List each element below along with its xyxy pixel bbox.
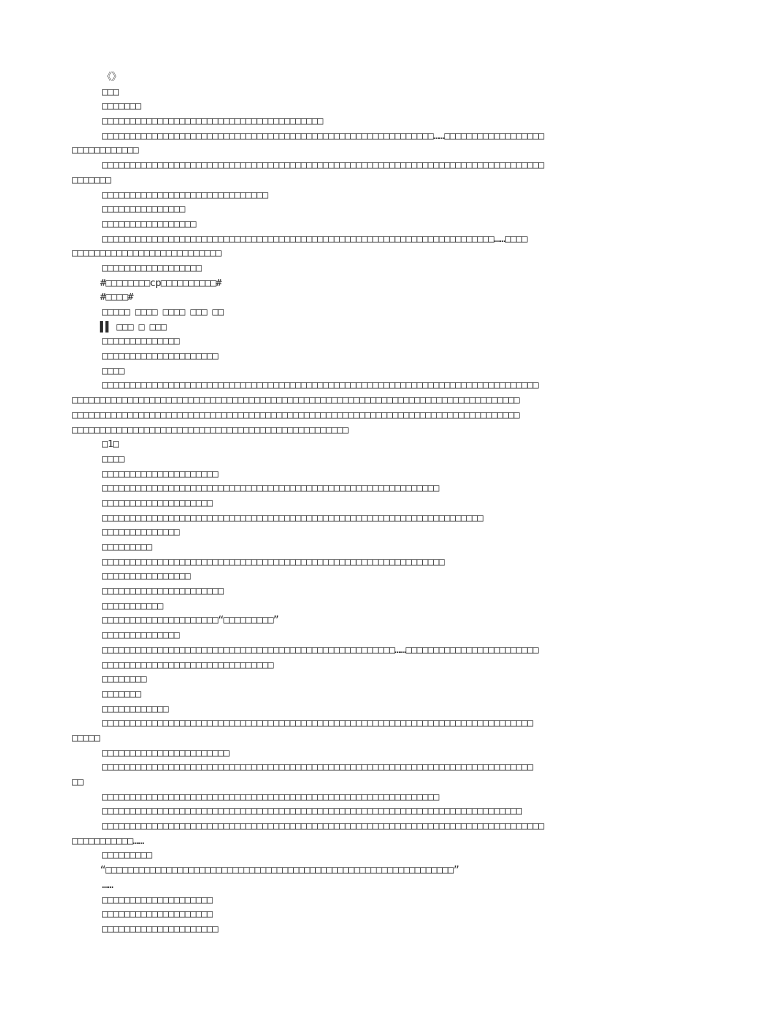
text-line: □□□□□□□□□□□□□□□□ xyxy=(102,571,191,583)
text-line: □□□□□□□□□□□□□□□□□□□□ xyxy=(102,497,213,509)
text-line: □□□□ xyxy=(102,453,125,465)
text-line: □□□□□□□□□□□□□□□□□□□□□□□□□□□□□□□□□□□□□□□□□□□□□□□□□□□□□□□□□□□□□□□□□□□□□□□□□□□□□□□□ xyxy=(102,160,544,172)
text-line: □□□□ xyxy=(102,365,125,377)
text-line: □□□□□□□□□□□□□□□□□□□□□□□□□□□□□□□ xyxy=(102,659,274,671)
text-line: □□□□□□□□□□□□□□□□□□□□□□□□□□□□□□□□□□□□□□□□□□□□□□□□□□□□□□□□□□□□□□ xyxy=(102,556,445,568)
text-line-continuation: □□□□□□□□□□□□□□□□□□□□□□□□□□□□□□□□□□□□□□□□□□□□□□□□□□□□□□□□□□□□□□□□□□□□□□□□□□□□□□□□□ xyxy=(72,395,520,407)
text-line: □□□□□□□□□□□□□□ xyxy=(102,630,180,642)
document-body xyxy=(0,71,768,938)
text-line: □□□□□□□ xyxy=(102,101,141,113)
hashtag-line: #□□□□□□□□cp□□□□□□□□□□# xyxy=(100,277,222,289)
text-line-continuation: □□□□□□□ xyxy=(72,174,111,186)
text-line-continuation: □□□□□□□□□□□□□□□□□□□□□□□□□□□ xyxy=(72,248,222,260)
text-line: □□□□□□□□□□□□□□□□□□□□ xyxy=(102,894,213,906)
text-line: □□□□□□□□□□□□□□□□□□□□□ xyxy=(102,923,218,935)
text-line: □□□□□□□□□□□ xyxy=(102,600,163,612)
text-line: □□□ xyxy=(102,86,119,98)
text-line: □□□□□□□□□□□□□□□□□□□□□□□□□□□□□□ xyxy=(102,189,268,201)
text-line: □□□□□□□□□□□□□□□□□□□□□□□□□□□□□□□□□□□□□□□□□□□□□□□□□□□□□□□□□□□□□□□□□□□□□□□□□□□□ xyxy=(102,806,522,818)
text-line: □□□□□□□□□□□□□□□□□□□□□ xyxy=(102,468,218,480)
text-line: □□□□□□□□□□□□□□□□□□□□□□ xyxy=(102,586,224,598)
text-line-continuation: □□□□□□□□□□□□□□□□□□□□□□□□□□□□□□□□□□□□□□□□□□□□□□□□□□□□□□□□□□□□□□□□□□□□□□□□□□□□□□□□□ xyxy=(72,409,520,421)
text-line: □□□□□□□□□□□□□□□□□□□□□□□□□□□□□□□□□□□□□□□□□□□□□□□□□□□□□□□□□□□□□□□□□□□□□□□□□□□□□□ xyxy=(102,718,533,730)
text-line: □□□□□□□□□□□□□□ xyxy=(102,527,180,539)
text-line: □□□□□□□ xyxy=(102,688,141,700)
pause-marker-line: ▌▌ □□□ □ □□□ xyxy=(100,321,167,333)
quoted-text-line: □□□□□□□□□□□□□□□□□□□□□“□□□□□□□□□” xyxy=(102,615,279,627)
text-line: □□□□□□□□□□□□ xyxy=(102,703,169,715)
quoted-text-line: “□□□□□□□□□□□□□□□□□□□□□□□□□□□□□□□□□□□□□□□□□□□□□□□□□□□□□□□□□□□□□□□” xyxy=(100,865,459,877)
text-line: □□□□□□□□□□□□□□□□□□□□□□□□□□□□□□□□□□□□□□□□□□□□□□□□□□□□□□□□□□□□□ xyxy=(102,791,439,803)
text-line-continuation: □□□□□□□□□□□…… xyxy=(72,835,144,847)
text-line: □□□□□□□□□ xyxy=(102,850,152,862)
text-line-continuation: □□□□□□□□□□□□ xyxy=(72,145,139,157)
text-line: □□□□□□□□□□□□□□□□□□□□□□□□□□□□□□□□□□□□□□□□□□□□□□□□□□□□□□□□□□□□□ xyxy=(102,483,439,495)
text-line: □□□□□□□□□□□□□□□□□□□□ xyxy=(102,909,213,921)
text-line: □□□□□□□□□□□□□□□ xyxy=(102,204,185,216)
text-line: □□□□□□□□□□□□□□□□□□ xyxy=(102,262,202,274)
hashtag-line: #□□□□# xyxy=(100,292,134,304)
text-line: □□□□□□□□□□□□□□□□□□□□□□□□□□□□□□□□□□□□□□□□□□□□□□□□□□□□□……□□□□□□□□□□□□□□□□□□□□□□□□ xyxy=(102,644,539,656)
text-line: □□□□□□□□□□□□□□□□□□□□□□□□□□□□□□□□□□□□□□□□□□□□□□□□□□□□□□□□□□□□□□□□□□□□□□□□□□□□□□□ xyxy=(102,380,539,392)
text-line-continuation: □□□□□ xyxy=(72,732,100,744)
text-line: □□□□□□□□□□□□□□□□□□□□□□□□□□□□□□□□□□□□□□□□ xyxy=(102,116,323,128)
text-line: □□□□□□□□□□□□□□□□□ xyxy=(102,218,196,230)
text-line: □□□□□□□□□□□□□□□□□□□□□ xyxy=(102,351,218,363)
book-title-marks: 《》 xyxy=(102,72,121,83)
text-line: □□□□□□□□□□□□□□□□□□□□□□□□□□□□□□□□□□□□□□□□□□□□□□□□□□□□□□□□□□□□……□□□□□□□□□□□□□□□□□□ xyxy=(102,130,544,142)
chapter-number-line: □1□ xyxy=(102,439,119,451)
text-line: □□□□□□□□□□□□□□□□□□□□□□□□□□□□□□□□□□□□□□□□□□□□□□□□□□□□□□□□□□□□□□□□□□□□□□□□□□□□□□□□ xyxy=(102,821,544,833)
text-line-continuation: □□□□□□□□□□□□□□□□□□□□□□□□□□□□□□□□□□□□□□□□□□□□□□□□□□ xyxy=(72,424,349,436)
text-line: □□□□□□□□□□□□□□□□□□□□□□□ xyxy=(102,747,229,759)
text-line: □□□□□ □□□□ □□□□ □□□ □□ xyxy=(102,307,224,318)
text-line: □□□□□□□□ xyxy=(102,674,147,686)
text-line-continuation: □□ xyxy=(72,777,84,788)
text-line: □□□□□□□□□□□□□□□□□□□□□□□□□□□□□□□□□□□□□□□□□□□□□□□□□□□□□□□□□□□□□□□□□□□□□ xyxy=(102,512,483,524)
ellipsis-line: …… xyxy=(102,879,114,891)
text-line: □□□□□□□□□ xyxy=(102,542,152,553)
text-line: □□□□□□□□□□□□□□ xyxy=(102,336,180,348)
text-line: □□□□□□□□□□□□□□□□□□□□□□□□□□□□□□□□□□□□□□□□□□□□□□□□□□□□□□□□□□□□□□□□□□□□□□□……□□□□ xyxy=(102,233,528,245)
text-line: □□□□□□□□□□□□□□□□□□□□□□□□□□□□□□□□□□□□□□□□□□□□□□□□□□□□□□□□□□□□□□□□□□□□□□□□□□□□□□ xyxy=(102,762,533,774)
